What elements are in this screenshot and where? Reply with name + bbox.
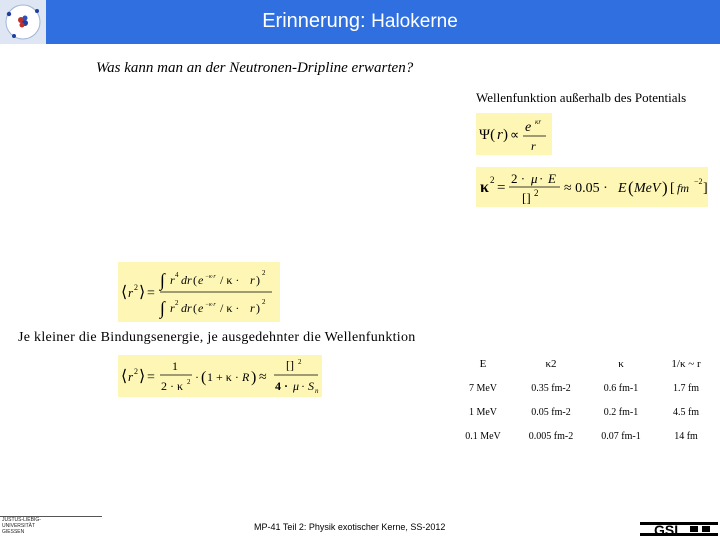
slide-title (0, 10, 720, 33)
formula-kappa-graphic (476, 167, 708, 207)
uni-logo-line: UNIVERSITÄT (2, 523, 36, 529)
svg-text:R: R (242, 370, 250, 384)
svg-text:⟨: ⟨ (121, 368, 128, 385)
binding-energy-statement: Je kleiner die Bindungsenergie, je ausgedehnter die Wellenfunktion (18, 330, 416, 345)
svg-text:(: ( (193, 273, 197, 287)
table-cell: 0.35 fm-2 (531, 382, 571, 394)
svg-text:⟩: ⟩ (139, 284, 146, 301)
svg-text:r: r (128, 285, 134, 300)
table-cell: 0.6 fm-1 (603, 382, 639, 394)
svg-text:·: · (195, 370, 199, 384)
gsi-logo-icon (640, 520, 718, 538)
svg-text:≈: ≈ (259, 370, 267, 385)
svg-text:4 ·: 4 · (275, 379, 289, 393)
title-sub: Halokerne (371, 11, 458, 32)
svg-text:r: r (170, 273, 175, 287)
svg-text:2: 2 (262, 269, 266, 277)
svg-text:Ψ(: Ψ( (479, 127, 496, 143)
svg-text:·: · (539, 171, 544, 186)
svg-text:r: r (497, 127, 503, 143)
table-header-row (450, 352, 716, 376)
svg-text:≈ 0.05 ·: ≈ 0.05 · (564, 181, 608, 196)
svg-text:−κ·r: −κ·r (205, 274, 216, 280)
table-cell: 1.7 fm (672, 382, 700, 394)
formula-wavefunction-graphic (476, 113, 552, 155)
svg-text:1 + κ ·: 1 + κ · (207, 370, 239, 384)
svg-text:MeV: MeV (634, 181, 661, 196)
svg-text:/ κ ·: / κ · (220, 301, 240, 315)
svg-text:2: 2 (534, 188, 539, 198)
svg-text:∫: ∫ (160, 270, 165, 290)
svg-text:2 ·: 2 · (511, 171, 526, 186)
svg-text:2 · κ: 2 · κ (161, 379, 184, 393)
svg-text:=: = (147, 370, 155, 385)
table-cell: 1 MeV (468, 406, 498, 418)
svg-text:2: 2 (134, 367, 138, 376)
table-header-cell: E (479, 358, 487, 370)
svg-text:r: r (531, 139, 536, 153)
table-row (450, 400, 716, 424)
svg-text:−2: −2 (694, 177, 703, 186)
svg-text:e: e (525, 120, 532, 135)
svg-text:2: 2 (134, 283, 138, 292)
svg-text:/ κ ·: / κ · (220, 273, 240, 287)
table-cell: 4.5 fm (672, 406, 700, 418)
svg-text:r: r (250, 301, 255, 315)
uni-logo-line: JUSTUS-LIEBIG- (2, 517, 41, 523)
table-row (450, 424, 716, 448)
svg-text:⟩: ⟩ (139, 368, 146, 385)
svg-text:κ: κ (480, 179, 489, 196)
svg-text:−κ·r: −κ·r (205, 302, 216, 308)
svg-text:fm: fm (677, 181, 689, 195)
svg-text:2: 2 (298, 358, 302, 366)
svg-text:e: e (198, 301, 204, 315)
table-header-cell: κ2 (545, 358, 557, 370)
svg-text:2: 2 (262, 298, 266, 306)
footer-course-text: MP-41 Teil 2: Physik exotischer Kerne, SS-2012 (254, 522, 446, 532)
formula-radius-integral (118, 262, 280, 322)
wavefunction-label: Wellenfunktion außerhalb des Potentials (476, 90, 687, 105)
table-header-cell: κ (618, 358, 624, 370)
formula-radius-approx (118, 355, 322, 397)
svg-text:r: r (128, 369, 134, 384)
title-main: Erinnerung: (262, 10, 372, 32)
table-cell: 0.07 fm-1 (601, 430, 641, 442)
table-cell: 0.2 fm-1 (603, 406, 639, 418)
svg-text:⟨: ⟨ (121, 284, 128, 301)
table-cell: 0.1 MeV (465, 430, 501, 442)
svg-text:r: r (250, 273, 255, 287)
svg-text:=: = (147, 286, 155, 301)
svg-text:2: 2 (175, 299, 179, 307)
table-cell: 14 fm (674, 430, 698, 442)
svg-text:dr: dr (181, 273, 192, 287)
svg-text:): ) (503, 127, 508, 143)
formula-wavefunction (476, 113, 552, 155)
table-cell: 7 MeV (468, 382, 498, 394)
svg-text:=: = (497, 180, 506, 196)
svg-text:): ) (251, 369, 257, 386)
svg-text:GSI: GSI (654, 522, 679, 538)
table-cell: 0.05 fm-2 (531, 406, 571, 418)
svg-text:[]: [] (522, 190, 531, 205)
uni-logo-line: GIESSEN (2, 529, 25, 535)
svg-text:E: E (618, 181, 627, 196)
svg-text:n: n (315, 387, 319, 395)
svg-text:2: 2 (490, 175, 495, 185)
university-logo (2, 517, 62, 539)
svg-text:[]: [] (286, 358, 294, 372)
svg-text:e: e (198, 273, 204, 287)
svg-text:]: ] (703, 181, 708, 196)
svg-text:(: ( (193, 301, 197, 315)
svg-text:E: E (548, 171, 556, 186)
halo-data-table (450, 352, 716, 448)
svg-text:μ: μ (293, 379, 300, 393)
svg-text:): ) (662, 178, 668, 197)
svg-text:S: S (308, 379, 314, 393)
formula-radius-approx-graphic (118, 355, 322, 397)
svg-text:∝: ∝ (510, 127, 520, 142)
svg-text:): ) (256, 273, 260, 287)
svg-text:μ: μ (531, 171, 538, 186)
svg-text:r: r (170, 301, 175, 315)
svg-text:1: 1 (172, 359, 178, 373)
svg-text:[: [ (670, 181, 675, 196)
table-row (450, 376, 716, 400)
title-bar (0, 0, 720, 44)
svg-text:4: 4 (175, 271, 179, 279)
svg-text:dr: dr (181, 301, 192, 315)
svg-text:2: 2 (187, 378, 191, 386)
svg-text:(: ( (201, 369, 207, 386)
question-text: Was kann man an der Neutronen-Dripline erwarten? (96, 60, 414, 76)
table-cell: 0.005 fm-2 (528, 430, 574, 442)
svg-text:·: · (301, 379, 305, 393)
svg-text:(: ( (628, 178, 634, 197)
formula-radius-integral-graphic (118, 262, 280, 322)
svg-text:κr: κr (535, 118, 542, 126)
svg-text:∫: ∫ (160, 298, 165, 318)
svg-text:): ) (256, 301, 260, 315)
formula-kappa (476, 167, 708, 207)
table-header-cell: 1/κ ~ r (671, 358, 701, 370)
